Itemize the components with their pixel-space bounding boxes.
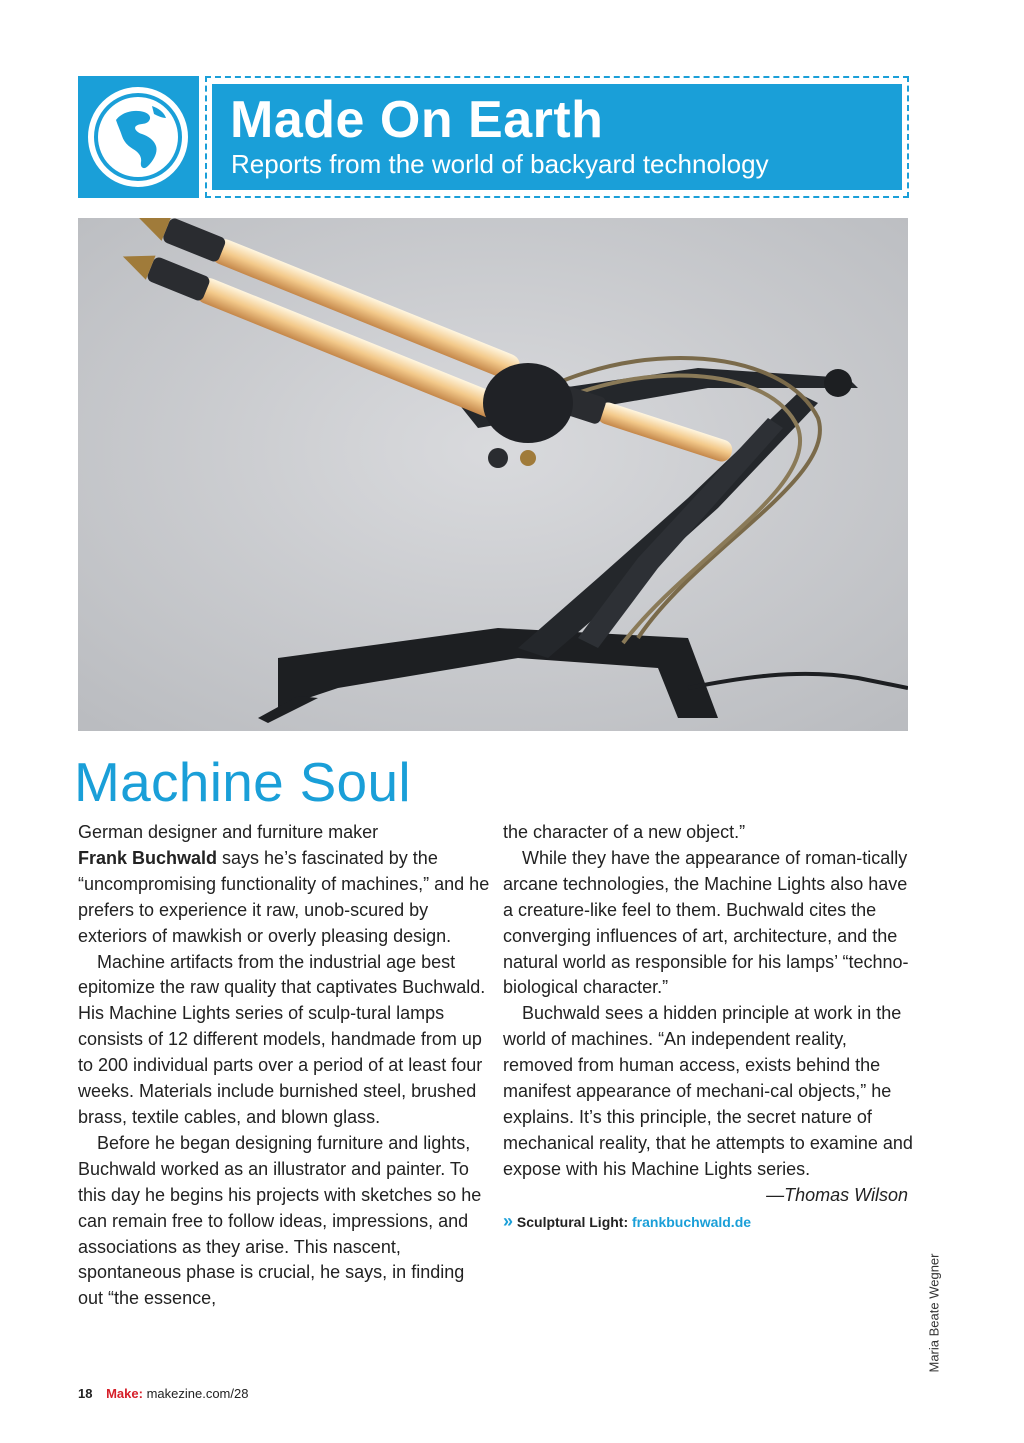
reference-link[interactable]: frankbuchwald.de [632,1213,752,1230]
section-title: Made On Earth [230,91,604,149]
reference-line [503,1209,915,1236]
paragraph-3: Before he began designing furniture and lights, Buchwald worked as an illustrator and painter. To this day he begins his projects with sketches so he can remain free to follow ideas, impressions, and associations as they arise. This nascent, spontaneous phase is crucial, he says, in finding out “the essence, [78,1132,482,1309]
article-column-left [78,820,490,1312]
paragraph-1: German designer and furniture maker Frank Buchwald says he’s fascinated by the “uncompromising functionality of machines,” and he prefers to experience it raw, unob-scured by exteriors of mawkish or overly pleasing design. [78,822,490,946]
machine-lamp-illustration [78,218,908,731]
article-headline: Machine Soul [74,751,411,813]
section-subtitle: Reports from the world of backyard technology [231,149,769,179]
paragraph-6: Buchwald sees a hidden principle at work in the world of machines. “An independent reality, removed from human access, exists behind the manifest appearance of mechani-cal objects,” he explains. It’s this principle, the secret nature of mechanical reality, that he attempts to examine and expose with his Machine Lights series. [503,1003,913,1179]
photo-credit: Maria Beate Wegner [926,1253,942,1373]
lamp-photo [78,218,908,731]
footer-url[interactable]: makezine.com/28 [146,1386,249,1401]
globe-icon [78,76,199,198]
designer-name: Frank Buchwald [78,847,218,868]
globe-badge [78,76,199,198]
paragraph-2: Machine artifacts from the industrial age best epitomize the raw quality that captivates Buchwald. His Machine Lights series of sculp-tural lamps consists of 12 different models, handmade from up to 200 individual parts over a period of at least four weeks. Materials include burnished steel, brushed brass, textile cables, and blown glass. [78,951,486,1127]
brand-logo: Make: [106,1386,143,1401]
reference-label: Sculptural Light: [516,1213,629,1230]
article-column-right [503,820,915,1236]
page-number: 18 [78,1386,93,1401]
author-signature: —Thomas Wilson [766,1184,908,1205]
page-footer [78,1386,248,1401]
paragraph-5: While they have the appearance of roman-tically arcane technologies, the Machine Lights also have a creature-like feel to them. Buchwald cites the converging influences of art, architecture, and the natural world as responsible for his lamps’ “techno-biological character.” [503,847,909,998]
paragraph-4: the character of a new object.” [503,822,746,842]
chevron-icon: » [503,1210,514,1231]
